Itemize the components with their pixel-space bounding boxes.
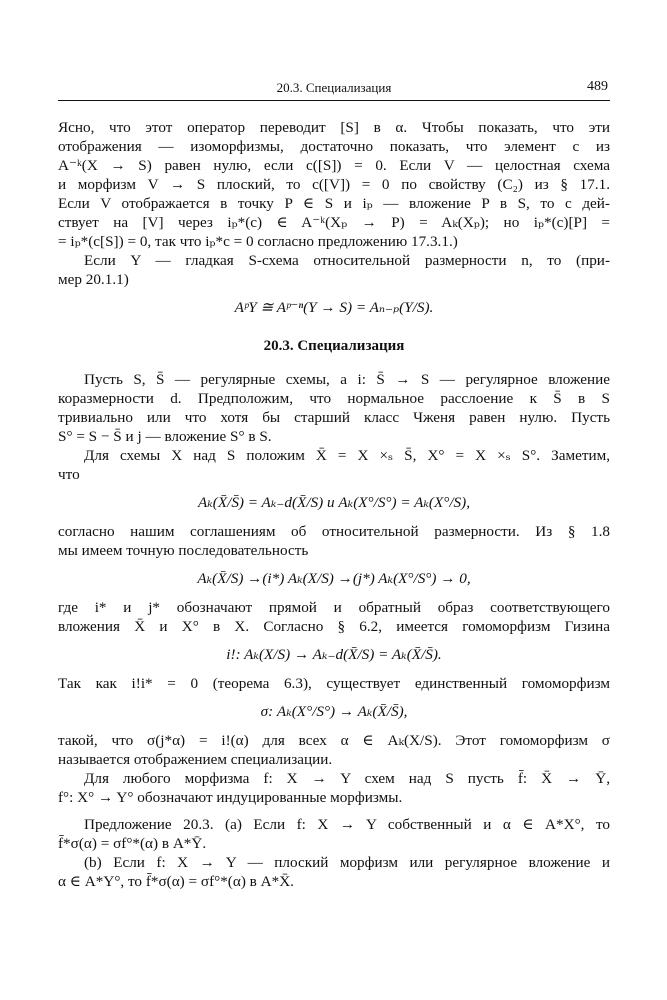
running-head: 20.3. Специализация <box>276 80 392 95</box>
text-line: такой, что σ(j*α) = i!(α) для всех α ∈ Aₖ(X/S). Этот гомоморфизм σ <box>58 732 610 749</box>
text-line: Так как i!i* = 0 (теорема 6.3), существует единственный гомоморфизм <box>58 675 610 692</box>
text-line: ствует на [V] через iₚ*(c) ∈ A⁻ᵏ(Xₚ → P) = Aₖ(Xₚ); но iₚ*(c)[P] = <box>58 214 610 231</box>
text-line: = iₚ*(c[S]) = 0, так что iₚ*c = 0 согласно предложению 17.3.1.) <box>58 233 458 250</box>
text-line: S° = S − S̄ и j — вложение S° в S. <box>58 428 272 445</box>
text-line: где i* и j* обозначают прямой и обратный образ соответствующего <box>58 599 610 616</box>
proposition-line: (b) Если f: X → Y — плоский морфизм или регулярное вложение и <box>84 854 610 871</box>
paragraph-gap <box>58 807 610 815</box>
proposition-line: α ∈ A*Y°, то f̄*σ(α) = σf°*(α) в A*X̄. <box>58 873 294 890</box>
page-body <box>58 118 610 891</box>
text-line: мы имеем точную последовательность <box>58 542 309 559</box>
formula-gysin: i!: Aₖ(X/S) → Aₖ₋d(X̄/S) = Aₖ(X̄/S̄). <box>226 646 442 663</box>
text-line: Пусть S, S̄ — регулярные схемы, а i: S̄ → S — регулярное вложение <box>84 371 610 388</box>
formula-relative-dimension: Aₖ(X̄/S̄) = Aₖ₋d(X̄/S) и Aₖ(X°/S°) = Aₖ(X°/S), <box>197 494 471 511</box>
text-line: вложения X̄ и X° в X. Согласно § 6.2, имеется гомоморфизм Гизина <box>58 618 610 635</box>
text-line: отображения — изоморфизмы, достаточно показать, что элемент c из <box>58 138 610 155</box>
text-line: согласно нашим соглашениям об относительной размерности. Из § 1.8 <box>58 523 610 540</box>
section-title: 20.3. Специализация <box>263 338 405 354</box>
text-line: A⁻ᵏ(X → S) равен нулю, если c([S]) = 0. Если V — целостная схема <box>58 157 610 174</box>
text-line: Для любого морфизма f: X → Y схем над S пусть f̄: X̄ → Ȳ, <box>84 770 610 787</box>
text-line: Если V отображается в точку P ∈ S и iₚ — вложение P в S, то c дей- <box>58 195 610 212</box>
page-number: 489 <box>587 79 608 94</box>
text-line: тривиально или что хотя бы старший класс Чженя равен нулю. Пусть <box>58 409 610 426</box>
proposition-line: Предложение 20.3. (a) Если f: X → Y собственный и α ∈ A*X°, то <box>84 816 610 833</box>
text-line: и морфизм V → S плоский, то c([V]) = 0 по свойству (C₂) из § 17.1. <box>58 176 610 193</box>
proposition-line: f̄*σ(α) = σf°*(α) в A*Ȳ. <box>58 835 207 852</box>
page-header <box>58 80 610 101</box>
text-line: Ясно, что этот оператор переводит [S] в α. Чтобы показать, что эти <box>58 119 610 136</box>
formula-sigma: σ: Aₖ(X°/S°) → Aₖ(X̄/S̄), <box>260 703 408 720</box>
text-line: f°: X° → Y° обозначают индуцированные морфизмы. <box>58 789 403 806</box>
text-line: коразмерности d. Предположим, что нормальное расслоение к S̄ в S <box>58 390 610 407</box>
text-line: называется отображением специализации. <box>58 751 333 768</box>
formula-dimension: AᵖY ≅ Aᵖ⁻ⁿ(Y → S) = Aₙ₋ₚ(Y/S). <box>234 299 434 316</box>
text-line: что <box>58 466 80 483</box>
text-line: Если Y — гладкая S-схема относительной размерности n, то (при- <box>84 252 610 269</box>
formula-exact-sequence: Aₖ(X̄/S) →(i*) Aₖ(X/S) →(j*) Aₖ(X°/S°) → 0, <box>197 570 471 587</box>
text-line: Для схемы X над S положим X̄ = X ×ₛ S̄, X° = X ×ₛ S°. Заметим, <box>84 447 610 464</box>
text-line: мер 20.1.1) <box>58 271 129 288</box>
